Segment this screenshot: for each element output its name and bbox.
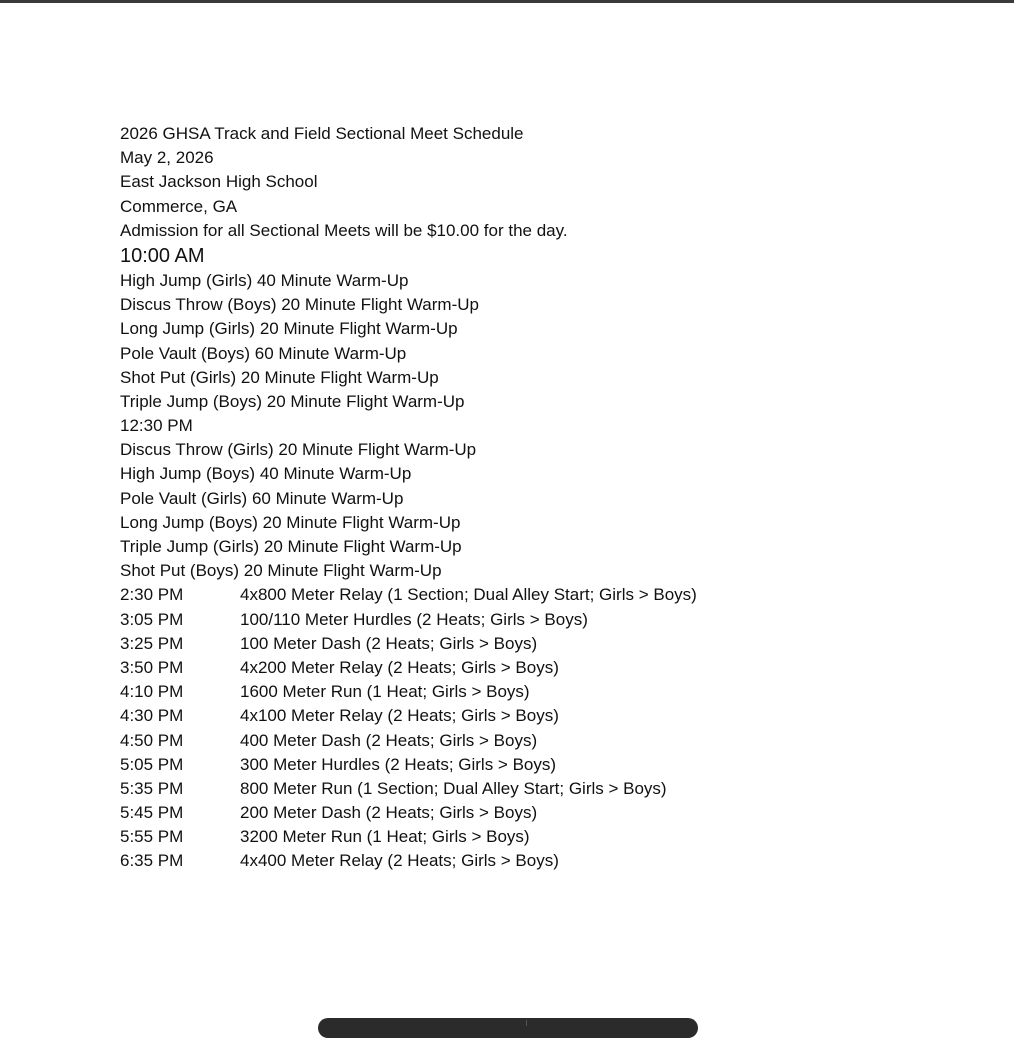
- event-name: 1600 Meter Run (1 Heat; Girls > Boys): [240, 682, 530, 702]
- event-time: 5:55 PM: [120, 827, 184, 847]
- event-name: 200 Meter Dash (2 Heats; Girls > Boys): [240, 803, 538, 823]
- event-name: 800 Meter Run (1 Section; Dual Alley Start; Girls > Boys): [240, 778, 667, 798]
- schedule-row: [120, 680, 980, 704]
- event-time: 4:10 PM: [120, 682, 184, 702]
- schedule-row: [120, 801, 980, 825]
- event-name: 4x800 Meter Relay (1 Section; Dual Alley Start; Girls > Boys): [240, 585, 697, 605]
- event-time: 4:50 PM: [120, 730, 184, 750]
- event-time: 5:05 PM: [120, 754, 184, 774]
- schedule-row: [120, 729, 980, 753]
- event-time: 5:45 PM: [120, 803, 184, 823]
- event-name: 4x200 Meter Relay (2 Heats; Girls > Boys): [240, 657, 559, 677]
- event-time: 3:05 PM: [120, 609, 184, 629]
- running-events-schedule: [120, 583, 980, 873]
- schedule-row: [120, 704, 980, 728]
- field-session-1: [120, 243, 980, 414]
- field-event: Long Jump (Boys) 20 Minute Flight Warm-Up: [120, 512, 461, 532]
- toolbar-divider: [526, 1020, 527, 1026]
- event-time: 4:30 PM: [120, 706, 184, 726]
- schedule-row: [120, 825, 980, 849]
- field-event: Triple Jump (Boys) 20 Minute Flight Warm-Up: [120, 391, 465, 411]
- field-session-2: [120, 414, 980, 583]
- event-time: 6:35 PM: [120, 851, 184, 871]
- schedule-row: [120, 656, 980, 680]
- meet-location: Commerce, GA: [120, 196, 238, 216]
- field-event: Shot Put (Boys) 20 Minute Flight Warm-Up: [120, 561, 442, 581]
- top-border: [0, 0, 1014, 3]
- schedule-row: [120, 632, 980, 656]
- schedule-document: [120, 122, 980, 874]
- meet-venue: East Jackson High School: [120, 172, 318, 192]
- admission-note: Admission for all Sectional Meets will be $10.00 for the day.: [120, 220, 568, 240]
- field-event: Discus Throw (Boys) 20 Minute Flight Warm-Up: [120, 295, 479, 315]
- schedule-row: [120, 608, 980, 632]
- field-event: Pole Vault (Girls) 60 Minute Warm-Up: [120, 488, 404, 508]
- event-time: 2:30 PM: [120, 585, 184, 605]
- schedule-row: [120, 777, 980, 801]
- event-name: 300 Meter Hurdles (2 Heats; Girls > Boys): [240, 754, 557, 774]
- session-time: 10:00 AM: [120, 244, 205, 267]
- schedule-row: [120, 849, 980, 873]
- field-event: Discus Throw (Girls) 20 Minute Flight Warm-Up: [120, 440, 477, 460]
- event-name: 100 Meter Dash (2 Heats; Girls > Boys): [240, 633, 538, 653]
- field-event: High Jump (Boys) 40 Minute Warm-Up: [120, 464, 412, 484]
- event-time: 3:25 PM: [120, 633, 184, 653]
- bottom-toolbar-handle[interactable]: [318, 1018, 698, 1038]
- session-time: 12:30 PM: [120, 416, 193, 436]
- field-event: Long Jump (Girls) 20 Minute Flight Warm-Up: [120, 319, 458, 339]
- field-event: Pole Vault (Boys) 60 Minute Warm-Up: [120, 343, 407, 363]
- event-name: 4x400 Meter Relay (2 Heats; Girls > Boys): [240, 851, 559, 871]
- field-event: High Jump (Girls) 40 Minute Warm-Up: [120, 270, 409, 290]
- meet-date: May 2, 2026: [120, 148, 214, 168]
- event-name: 100/110 Meter Hurdles (2 Heats; Girls > Boys): [240, 609, 588, 629]
- event-name: 400 Meter Dash (2 Heats; Girls > Boys): [240, 730, 538, 750]
- event-time: 3:50 PM: [120, 657, 184, 677]
- schedule-row: [120, 583, 980, 607]
- field-event: Triple Jump (Girls) 20 Minute Flight Warm-Up: [120, 537, 462, 556]
- document-title: 2026 GHSA Track and Field Sectional Meet Schedule: [120, 124, 524, 143]
- schedule-row: [120, 753, 980, 777]
- event-name: 4x100 Meter Relay (2 Heats; Girls > Boys): [240, 706, 559, 726]
- event-name: 3200 Meter Run (1 Heat; Girls > Boys): [240, 827, 530, 847]
- field-event: Shot Put (Girls) 20 Minute Flight Warm-Up: [120, 367, 439, 387]
- event-time: 5:35 PM: [120, 778, 184, 798]
